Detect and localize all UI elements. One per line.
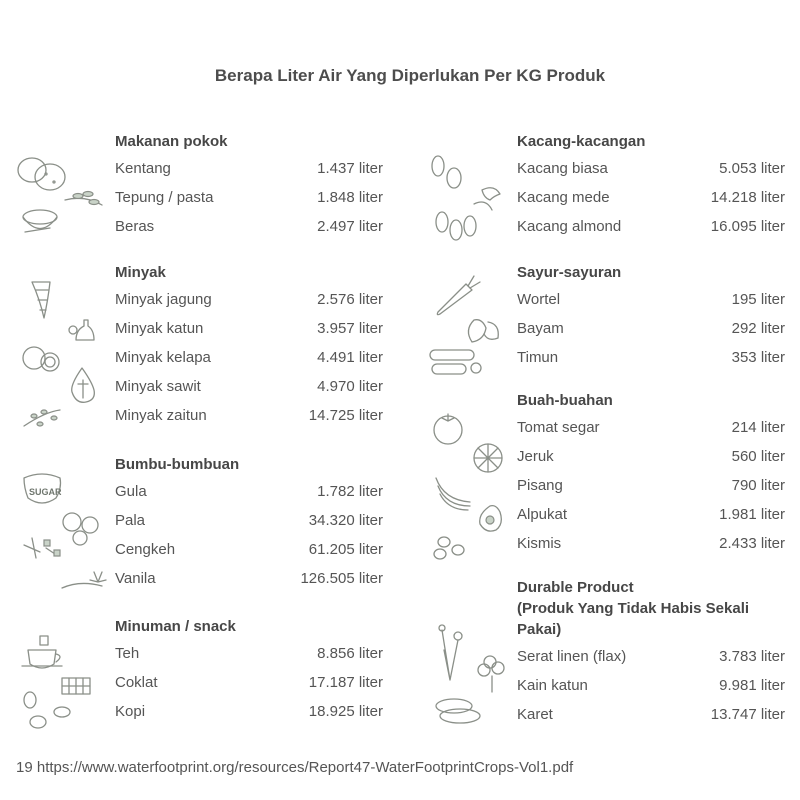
item-name: Pisang [517, 477, 563, 494]
item-value: 4.970 liter [317, 378, 383, 395]
item-name: Coklat [115, 674, 158, 691]
item-name: Bayam [517, 320, 564, 337]
list-item [115, 348, 383, 377]
list-item [517, 705, 785, 734]
item-value: 195 liter [731, 291, 785, 308]
section-sayur-sayuran [517, 262, 785, 377]
cotton-icon [478, 656, 504, 692]
list-item [115, 406, 383, 435]
spinach-icon [468, 320, 498, 342]
item-name: Kain katun [517, 677, 588, 694]
item-name: Kopi [115, 703, 146, 720]
item-name: Cengkeh [115, 541, 176, 558]
item-name: Minyak jagung [115, 291, 212, 308]
list-item [115, 540, 383, 569]
item-name: Minyak zaitun [115, 407, 207, 424]
raisin-icon [434, 537, 464, 559]
almond-icon [436, 212, 476, 240]
rubber-ring-icon [436, 699, 480, 723]
coffee-bean-icon [24, 692, 70, 728]
item-value: 292 liter [731, 320, 785, 337]
item-value: 5.053 liter [719, 160, 785, 177]
item-value: 14.218 liter [710, 189, 785, 206]
section-durable-product [517, 577, 785, 734]
section-makanan-pokok [115, 131, 383, 246]
chocolate-icon [62, 678, 90, 694]
item-value: 1.981 liter [719, 506, 785, 523]
section-buah-buahan [517, 390, 785, 563]
item-value: 3.783 liter [719, 648, 785, 665]
section-kacang-kacangan [517, 131, 785, 246]
item-value: 4.491 liter [317, 349, 383, 366]
olive-branch-icon [24, 410, 60, 426]
page-title: Berapa Liter Air Yang Diperlukan Per KG Produk [214, 66, 606, 85]
list-item [517, 319, 785, 348]
section-heading: Sayur-sayuran [517, 264, 622, 281]
avocado-icon [480, 506, 502, 532]
section-bumbu-bumbuan [115, 454, 383, 598]
item-value: 1.848 liter [317, 189, 383, 206]
list-item [517, 290, 785, 319]
item-name: Kacang almond [517, 218, 622, 235]
list-item [517, 447, 785, 476]
list-item [517, 188, 785, 217]
list-item [517, 647, 785, 676]
item-value: 1.437 liter [317, 160, 383, 177]
orange-icon [474, 444, 502, 472]
item-value: 790 liter [731, 477, 785, 494]
list-item [115, 569, 383, 598]
item-name: Vanila [115, 570, 156, 587]
item-value: 34.320 liter [308, 512, 383, 529]
tomato-icon [434, 414, 462, 444]
list-item [517, 505, 785, 534]
cashew-icon [474, 188, 500, 210]
list-item [115, 644, 383, 673]
item-name: Teh [115, 645, 140, 662]
section-heading [517, 577, 785, 640]
list-item [115, 188, 383, 217]
vanilla-icon [62, 572, 106, 588]
coconut-icon [23, 347, 59, 371]
item-value: 560 liter [731, 448, 785, 465]
list-item [115, 159, 383, 188]
item-value: 2.497 liter [317, 218, 383, 235]
list-item [115, 377, 383, 406]
tea-cup-icon [22, 636, 62, 668]
item-name: Kentang [115, 160, 171, 177]
item-name: Timun [517, 349, 559, 366]
list-item [517, 159, 785, 188]
item-name: Beras [115, 218, 155, 235]
list-item [115, 217, 383, 246]
item-name: Jeruk [517, 448, 554, 465]
kidney-bean-icon [432, 156, 461, 188]
item-name: Kismis [517, 535, 562, 552]
clove-icon [24, 538, 60, 558]
oil-bottle-icon [69, 320, 94, 340]
item-value: 3.957 liter [317, 320, 383, 337]
section-heading: Minyak [115, 264, 166, 281]
list-item [517, 348, 785, 377]
item-value: 9.981 liter [719, 677, 785, 694]
left-illustrations [10, 0, 120, 800]
section-heading-subtitle: (Produk Yang Tidak Habis Sekali Pakai) [517, 600, 750, 638]
item-name: Gula [115, 483, 147, 500]
wheat-icon [65, 192, 102, 206]
section-heading: Minuman / snack [115, 618, 236, 635]
rice-bowl-icon [23, 210, 57, 232]
list-item [517, 476, 785, 505]
item-name: Serat linen (flax) [517, 648, 627, 665]
item-name: Minyak kelapa [115, 349, 211, 366]
banana-icon [436, 478, 470, 510]
list-item [115, 482, 383, 511]
right-illustrations [414, 0, 514, 800]
list-item [517, 418, 785, 447]
item-value: 17.187 liter [308, 674, 383, 691]
palm-oil-drop-icon [72, 368, 95, 402]
list-item [115, 702, 383, 731]
item-value: 14.725 liter [308, 407, 383, 424]
item-value: 126.505 liter [300, 570, 383, 587]
item-value: 16.095 liter [710, 218, 785, 235]
list-item [115, 319, 383, 348]
list-item [517, 676, 785, 705]
list-item [115, 290, 383, 319]
list-item [517, 534, 785, 563]
corn-icon [32, 282, 50, 318]
footnote: 19 https://www.waterfootprint.org/resources/Report47-WaterFootprintCrops-Vol1.pdf [16, 759, 574, 776]
item-value: 353 liter [731, 349, 785, 366]
item-value: 61.205 liter [308, 541, 383, 558]
list-item [517, 217, 785, 246]
section-heading: Makanan pokok [115, 133, 228, 150]
item-name: Kacang biasa [517, 160, 608, 177]
section-heading-title: Durable Product [517, 579, 634, 596]
list-item [115, 673, 383, 702]
item-name: Minyak katun [115, 320, 204, 337]
sugar-sack-icon [24, 474, 62, 503]
item-name: Alpukat [517, 506, 568, 523]
potato-icon [18, 158, 65, 190]
section-minuman-snack [115, 616, 383, 731]
item-value: 18.925 liter [308, 703, 383, 720]
nutmeg-icon [63, 513, 98, 545]
item-name: Wortel [517, 291, 561, 308]
item-name: Minyak sawit [115, 378, 201, 395]
item-value: 13.747 liter [710, 706, 785, 723]
section-heading: Bumbu-bumbuan [115, 456, 240, 473]
item-value: 2.576 liter [317, 291, 383, 308]
item-name: Karet [517, 706, 553, 723]
item-name: Pala [115, 512, 146, 529]
section-heading: Kacang-kacangan [517, 133, 646, 150]
item-name: Tomat segar [517, 419, 600, 436]
carrot-icon [437, 276, 480, 315]
flax-flower-icon [439, 625, 462, 680]
section-heading: Buah-buahan [517, 392, 613, 409]
svg-text:SUGAR: SUGAR [29, 487, 62, 497]
item-value: 214 liter [731, 419, 785, 436]
item-value: 8.856 liter [317, 645, 383, 662]
list-item [115, 511, 383, 540]
item-value: 2.433 liter [719, 535, 785, 552]
cucumber-icon [430, 350, 481, 374]
item-value: 1.782 liter [317, 483, 383, 500]
item-name: Tepung / pasta [115, 189, 214, 206]
item-name: Kacang mede [517, 189, 610, 206]
section-minyak [115, 262, 383, 435]
